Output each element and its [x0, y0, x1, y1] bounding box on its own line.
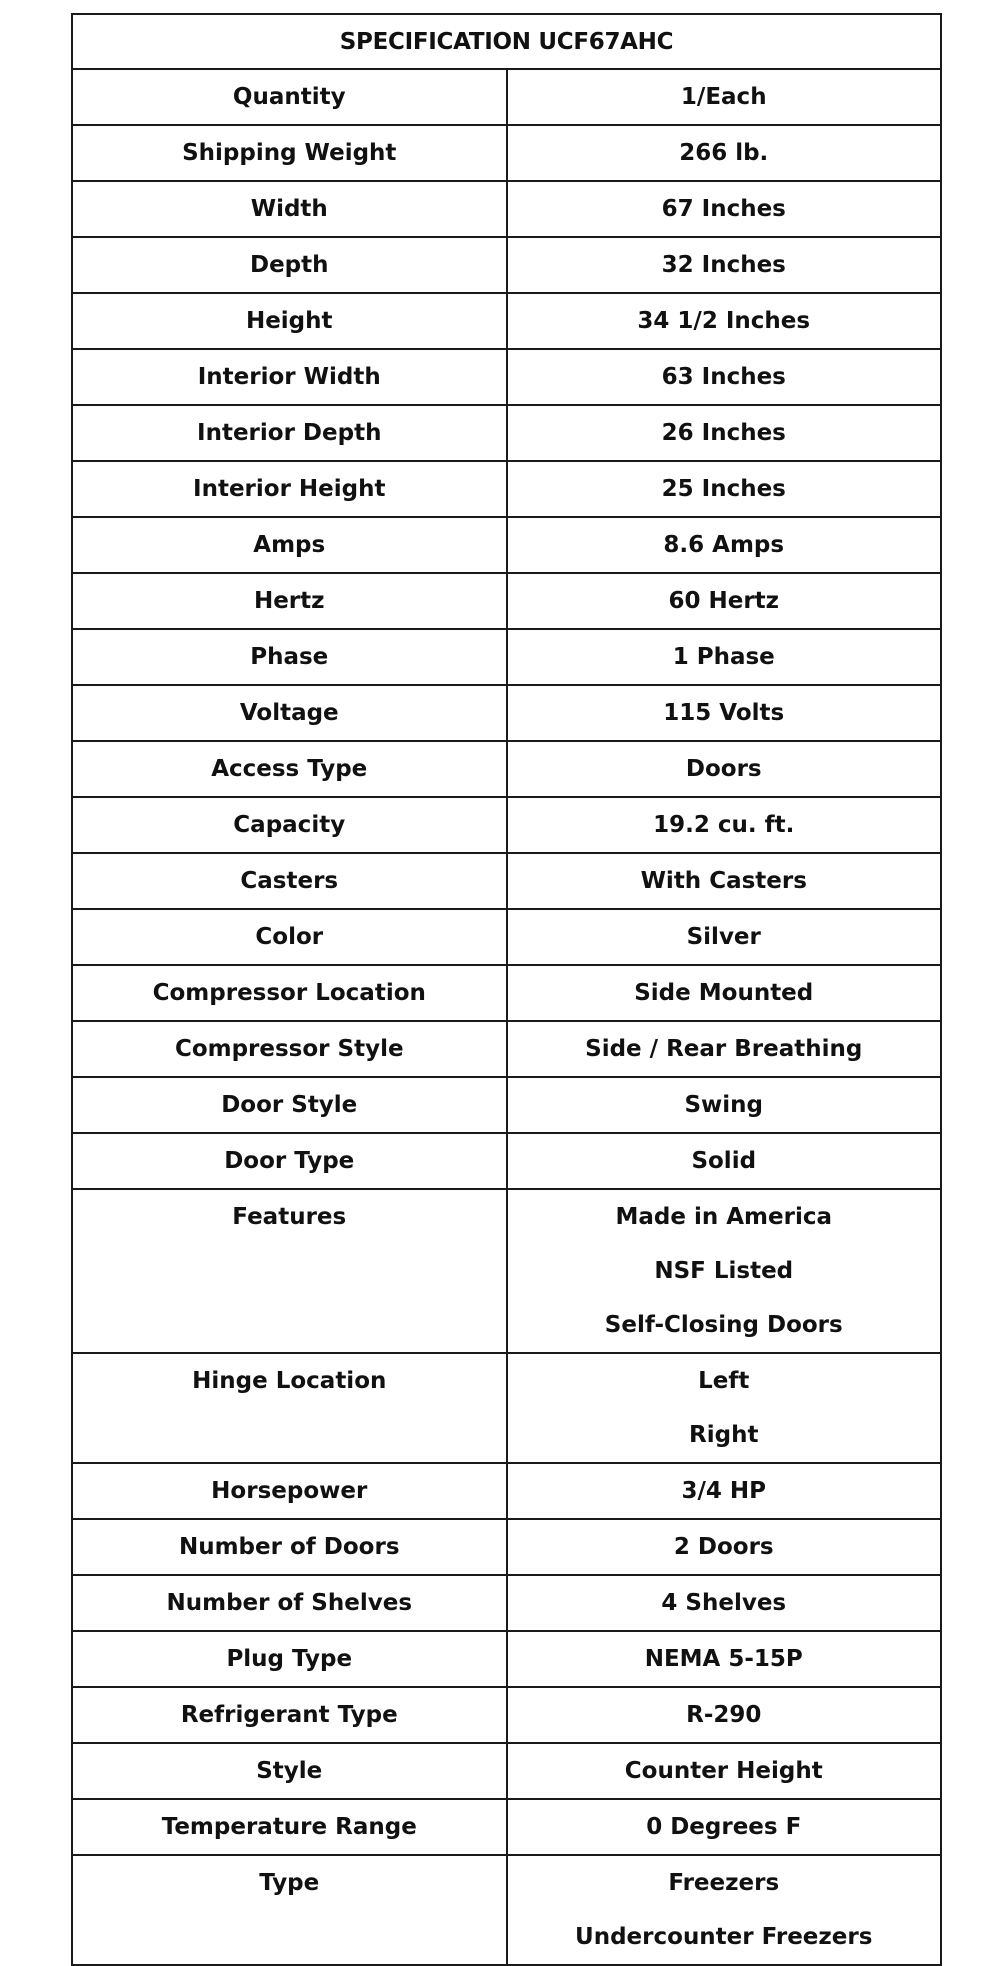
spec-label-cell — [72, 1575, 507, 1631]
spec-value-cell — [507, 1687, 942, 1743]
spec-value: Counter Height — [624, 1758, 823, 1784]
spec-value: Swing — [684, 1092, 764, 1118]
spec-row — [72, 461, 941, 517]
spec-label: Voltage — [239, 700, 339, 726]
spec-value: 115 Volts — [663, 700, 785, 726]
spec-value-cell — [507, 405, 942, 461]
spec-row — [72, 573, 941, 629]
spec-row — [72, 741, 941, 797]
spec-label: Casters — [240, 868, 339, 894]
spec-row — [72, 1021, 941, 1077]
spec-row — [72, 1799, 941, 1855]
spec-value: Right — [689, 1422, 759, 1448]
spec-label-cell — [72, 69, 507, 125]
spec-row — [72, 1631, 941, 1687]
spec-value: Silver — [686, 924, 761, 950]
spec-label: Interior Depth — [197, 420, 382, 446]
spec-label-cell — [72, 1687, 507, 1743]
spec-label: Amps — [253, 532, 326, 558]
spec-label: Interior Width — [197, 364, 381, 390]
spec-value: Made in America — [615, 1204, 832, 1230]
spec-label: Access Type — [211, 756, 368, 782]
spec-value: R-290 — [686, 1702, 762, 1728]
spec-label: Depth — [249, 252, 329, 278]
spec-row — [72, 1189, 941, 1353]
spec-label-cell — [72, 1077, 507, 1133]
spec-row — [72, 1463, 941, 1519]
spec-label: Plug Type — [226, 1646, 353, 1672]
spec-row — [72, 405, 941, 461]
spec-value: NSF Listed — [654, 1258, 794, 1284]
spec-label: Hinge Location — [192, 1368, 387, 1394]
spec-row — [72, 965, 941, 1021]
spec-label: Capacity — [233, 812, 346, 838]
spec-label: Type — [259, 1870, 320, 1896]
spec-value-cell — [507, 573, 942, 629]
spec-label-cell — [72, 405, 507, 461]
spec-value: 3/4 HP — [681, 1478, 767, 1504]
spec-value: 19.2 cu. ft. — [653, 812, 795, 838]
specification-header-row — [72, 14, 941, 69]
spec-label: Refrigerant Type — [180, 1702, 398, 1728]
spec-value-cell — [507, 1353, 942, 1463]
spec-label: Compressor Style — [174, 1036, 404, 1062]
spec-label: Horsepower — [211, 1478, 368, 1504]
spec-row — [72, 1575, 941, 1631]
spec-value: Undercounter Freezers — [575, 1924, 873, 1950]
spec-label: Number of Doors — [178, 1534, 400, 1560]
spec-value: 63 Inches — [661, 364, 786, 390]
spec-value: Freezers — [668, 1870, 780, 1896]
spec-value: Self-Closing Doors — [604, 1312, 843, 1338]
spec-value: NEMA 5-15P — [644, 1646, 803, 1672]
spec-value-cell — [507, 1021, 942, 1077]
spec-value: Doors — [685, 756, 762, 782]
spec-value-cell — [507, 909, 942, 965]
spec-label: Interior Height — [193, 476, 386, 502]
spec-label-cell — [72, 1021, 507, 1077]
spec-row — [72, 797, 941, 853]
spec-row — [72, 125, 941, 181]
spec-label: Width — [250, 196, 328, 222]
spec-label-cell — [72, 741, 507, 797]
spec-value-cell — [507, 1133, 942, 1189]
specification-table — [71, 13, 942, 1966]
spec-row — [72, 1077, 941, 1133]
spec-value-cell — [507, 797, 942, 853]
spec-label-cell — [72, 1519, 507, 1575]
spec-value-cell — [507, 1189, 942, 1353]
spec-value-cell — [507, 853, 942, 909]
spec-label: Phase — [250, 644, 329, 670]
spec-value-cell — [507, 125, 942, 181]
spec-label-cell — [72, 1189, 507, 1353]
spec-value: 0 Degrees F — [646, 1814, 802, 1840]
spec-label-cell — [72, 965, 507, 1021]
spec-value: 26 Inches — [661, 420, 786, 446]
spec-value: 67 Inches — [661, 196, 786, 222]
spec-label-cell — [72, 125, 507, 181]
spec-value: 8.6 Amps — [663, 532, 785, 558]
spec-label: Hertz — [253, 588, 325, 614]
spec-label-cell — [72, 517, 507, 573]
spec-row — [72, 1353, 941, 1463]
spec-row — [72, 517, 941, 573]
spec-value-cell — [507, 1743, 942, 1799]
spec-label-cell — [72, 181, 507, 237]
spec-value-cell — [507, 181, 942, 237]
spec-label-cell — [72, 293, 507, 349]
spec-value: Side Mounted — [634, 980, 814, 1006]
spec-row — [72, 1519, 941, 1575]
spec-label-cell — [72, 1855, 507, 1965]
spec-row — [72, 69, 941, 125]
spec-row — [72, 1855, 941, 1965]
spec-value-cell — [507, 237, 942, 293]
spec-label-cell — [72, 573, 507, 629]
spec-label-cell — [72, 1463, 507, 1519]
spec-label: Style — [256, 1758, 323, 1784]
spec-row — [72, 1687, 941, 1743]
spec-label-cell — [72, 685, 507, 741]
spec-label-cell — [72, 1133, 507, 1189]
spec-value-cell — [507, 1463, 942, 1519]
spec-row — [72, 909, 941, 965]
spec-label: Quantity — [232, 84, 346, 110]
spec-label-cell — [72, 909, 507, 965]
spec-value-cell — [507, 69, 942, 125]
spec-row — [72, 1743, 941, 1799]
spec-label: Door Type — [224, 1148, 355, 1174]
spec-value: 32 Inches — [661, 252, 786, 278]
spec-value-cell — [507, 685, 942, 741]
spec-value-cell — [507, 1799, 942, 1855]
spec-label-cell — [72, 1799, 507, 1855]
spec-row — [72, 629, 941, 685]
spec-value: 4 Shelves — [661, 1590, 787, 1616]
spec-value: 1 Phase — [672, 644, 775, 670]
spec-label-cell — [72, 797, 507, 853]
spec-row — [72, 349, 941, 405]
spec-row — [72, 685, 941, 741]
spec-value-cell — [507, 517, 942, 573]
spec-value: Side / Rear Breathing — [585, 1036, 863, 1062]
spec-label: Color — [255, 924, 324, 950]
spec-label-cell — [72, 629, 507, 685]
spec-label-cell — [72, 1743, 507, 1799]
spec-label-cell — [72, 349, 507, 405]
spec-value-cell — [507, 741, 942, 797]
spec-value: Solid — [691, 1148, 757, 1174]
spec-value-cell — [507, 629, 942, 685]
specification-title: SPECIFICATION UCF67AHC — [72, 14, 941, 69]
spec-row — [72, 181, 941, 237]
spec-row — [72, 237, 941, 293]
spec-row — [72, 1133, 941, 1189]
spec-value: 34 1/2 Inches — [637, 308, 811, 334]
spec-label-cell — [72, 461, 507, 517]
spec-label-cell — [72, 237, 507, 293]
spec-value: 1/Each — [680, 84, 767, 110]
spec-label: Features — [232, 1204, 347, 1230]
spec-value: 60 Hertz — [668, 588, 780, 614]
spec-value-cell — [507, 1855, 942, 1965]
spec-value-cell — [507, 1519, 942, 1575]
spec-value-cell — [507, 965, 942, 1021]
spec-value: 25 Inches — [661, 476, 786, 502]
spec-label: Shipping Weight — [182, 140, 397, 166]
spec-value-cell — [507, 461, 942, 517]
spec-label: Height — [245, 308, 333, 334]
spec-value-cell — [507, 349, 942, 405]
spec-value-cell — [507, 1077, 942, 1133]
spec-label: Number of Shelves — [166, 1590, 413, 1616]
spec-label-cell — [72, 1631, 507, 1687]
spec-row — [72, 293, 941, 349]
spec-value: 266 lb. — [679, 140, 769, 166]
spec-label: Door Style — [221, 1092, 358, 1118]
spec-value: 2 Doors — [673, 1534, 774, 1560]
specification-table-body — [72, 14, 941, 1965]
spec-value-cell — [507, 293, 942, 349]
spec-value-cell — [507, 1575, 942, 1631]
spec-label: Temperature Range — [161, 1814, 417, 1840]
spec-value: With Casters — [640, 868, 807, 894]
spec-label: Compressor Location — [152, 980, 426, 1006]
spec-value-cell — [507, 1631, 942, 1687]
spec-label-cell — [72, 853, 507, 909]
spec-row — [72, 853, 941, 909]
spec-label-cell — [72, 1353, 507, 1463]
spec-value: Left — [698, 1368, 750, 1394]
